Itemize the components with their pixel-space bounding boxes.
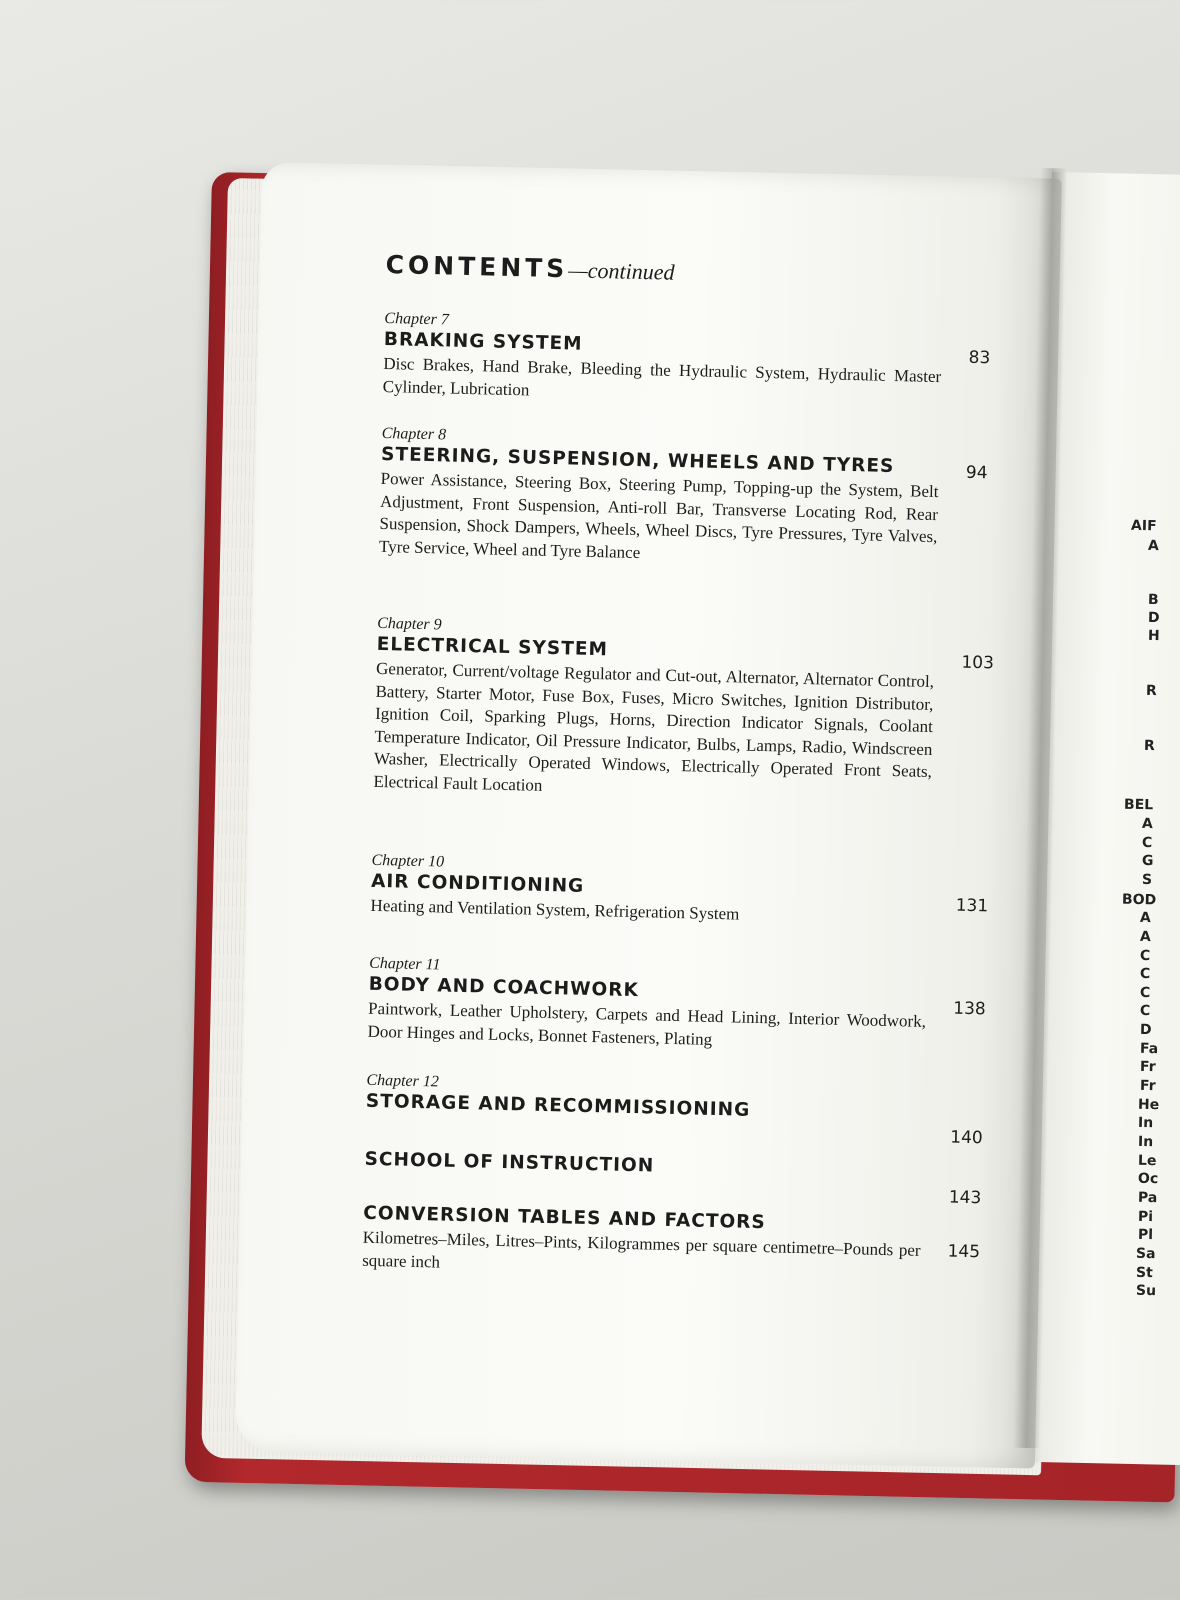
right-page-fragment: D: [1139, 1021, 1152, 1039]
chapter-description: Paintwork, Leather Upholstery, Carpets and Head Lining, Interior Woodwork, Door Hinges and Locks, Bonnet Fasteners, Plating: [367, 998, 927, 1049]
contents-heading-suffix: —continued: [567, 257, 675, 285]
right-page-fragment: Fr: [1139, 1058, 1156, 1076]
right-page-fragment: In: [1137, 1133, 1154, 1151]
right-page-fragment: A: [1139, 928, 1152, 946]
chapter-title: BRAKING SYSTEM: [383, 328, 583, 355]
right-page-fragment: Su: [1135, 1282, 1157, 1300]
chapter-label: Chapter 8: [381, 424, 447, 444]
right-page-fragment: D: [1147, 609, 1160, 627]
right-page-fragment: Pl: [1137, 1226, 1154, 1244]
chapter-label: Chapter 9: [377, 614, 442, 634]
page-number: 143: [948, 1187, 982, 1209]
chapter-label: Chapter 7: [384, 309, 450, 329]
right-page-fragment: Fa: [1139, 1040, 1159, 1058]
right-page-fragment: Oc: [1137, 1170, 1159, 1188]
right-page-fragment: He: [1137, 1096, 1160, 1114]
right-page-fragment: G: [1141, 852, 1154, 870]
right-page-fragment: S: [1141, 871, 1153, 889]
right-page-fragment: A: [1147, 537, 1160, 555]
page-number: 140: [950, 1127, 983, 1149]
right-page-fragment: A: [1141, 815, 1154, 833]
chapter-description: Generator, Current/voltage Regulator and Cut-out, Alternator, Alternator Control, Battery, Starter Motor, Fuse Box, Fuses, Micro Switches, Ignition Distributor, Ignition Coil, Sparking Plugs, Horns, Direction Indicator Signals, Coolant Temperature Indicator, Oil Pressure Indicator, Bulbs, Lamps, Radio, Windscreen Washer, Electrically Operated Windows, Electrically Operated Front Seats, Electrical Fault Location: [373, 658, 935, 795]
right-page-fragment: R: [1145, 682, 1157, 700]
right-page-fragment: Pi: [1137, 1208, 1154, 1226]
right-page-fragment: BEL: [1123, 796, 1154, 814]
right-page-fragment: B: [1147, 591, 1159, 609]
chapter-description: Power Assistance, Steering Box, Steering Pump, Topping-up the System, Belt Adjustment, Front Suspension, Anti-roll Bar, Transverse Locating Rod, Rear Suspension, Shock Dampers, Wheels, Wheel Discs, Tyre Pressures, Tyre Valves, Tyre Service, Wheel and Tyre Balance: [378, 468, 939, 562]
toc-entry-chapter-10: [370, 851, 989, 932]
page-number: 138: [953, 998, 986, 1020]
toc-entry-conversion-tables: [361, 1202, 981, 1286]
toc-entry-chapter-8: [378, 424, 988, 572]
chapter-title: BODY AND COACHWORK: [368, 973, 640, 1002]
right-page-fragment: R: [1143, 737, 1155, 755]
right-page-fragment: C: [1139, 1002, 1151, 1020]
right-page-fragment: A: [1139, 909, 1152, 927]
contents-heading-main: CONTENTS: [385, 250, 569, 284]
page-number: 145: [947, 1241, 981, 1263]
right-page-fragment: Sa: [1135, 1245, 1156, 1263]
chapter-label: Chapter 12: [366, 1071, 440, 1091]
chapter-label: Chapter 10: [371, 851, 445, 871]
section-title: CONVERSION TABLES AND FACTORS: [363, 1202, 766, 1234]
right-page-fragment: C: [1139, 947, 1151, 965]
toc-entry-school-of-instruction: [364, 1148, 982, 1209]
section-description: Kilometres–Miles, Litres–Pints, Kilogrammes per square centimetre–Pounds per square inch: [361, 1227, 921, 1272]
section-title: SCHOOL OF INSTRUCTION: [364, 1148, 655, 1177]
table-of-contents: [361, 250, 995, 1324]
chapter-title: STEERING, SUSPENSION, WHEELS AND TYRES: [380, 443, 895, 478]
right-page-fragment: H: [1147, 627, 1160, 645]
right-page-fragment: BOD: [1121, 891, 1157, 909]
chapter-title: AIR CONDITIONING: [370, 870, 585, 897]
toc-entry-chapter-9: [373, 614, 995, 807]
chapter-title: ELECTRICAL SYSTEM: [376, 633, 609, 661]
right-page-fragment: C: [1141, 834, 1153, 852]
right-page-fragment: Pa: [1137, 1189, 1158, 1207]
chapter-description: Disc Brakes, Hand Brake, Bleeding the Hydraulic System, Hydraulic Master Cylinder, Lubrication: [382, 353, 942, 399]
page-number: 94: [965, 462, 988, 484]
chapter-description: Heating and Ventilation System, Refrigeration System: [370, 895, 740, 924]
page-number: 103: [961, 652, 995, 674]
right-page-fragment: St: [1135, 1264, 1153, 1282]
chapter-title: STORAGE AND RECOMMISSIONING: [365, 1090, 751, 1121]
page-number: 131: [955, 895, 989, 917]
right-page-fragment: Le: [1137, 1152, 1157, 1170]
page-number: 83: [968, 347, 991, 369]
right-page-fragment: C: [1139, 984, 1151, 1002]
right-page-fragment: AIF: [1130, 517, 1157, 535]
toc-entry-chapter-7: [382, 309, 991, 412]
toc-entry-chapter-11: [367, 954, 986, 1057]
right-page-fragment: C: [1139, 965, 1151, 983]
right-page-fragment: Fr: [1139, 1077, 1156, 1095]
contents-heading: [385, 250, 675, 286]
right-page-fragment: In: [1137, 1114, 1154, 1132]
toc-entry-chapter-12: [365, 1071, 983, 1149]
chapter-label: Chapter 11: [368, 954, 441, 974]
